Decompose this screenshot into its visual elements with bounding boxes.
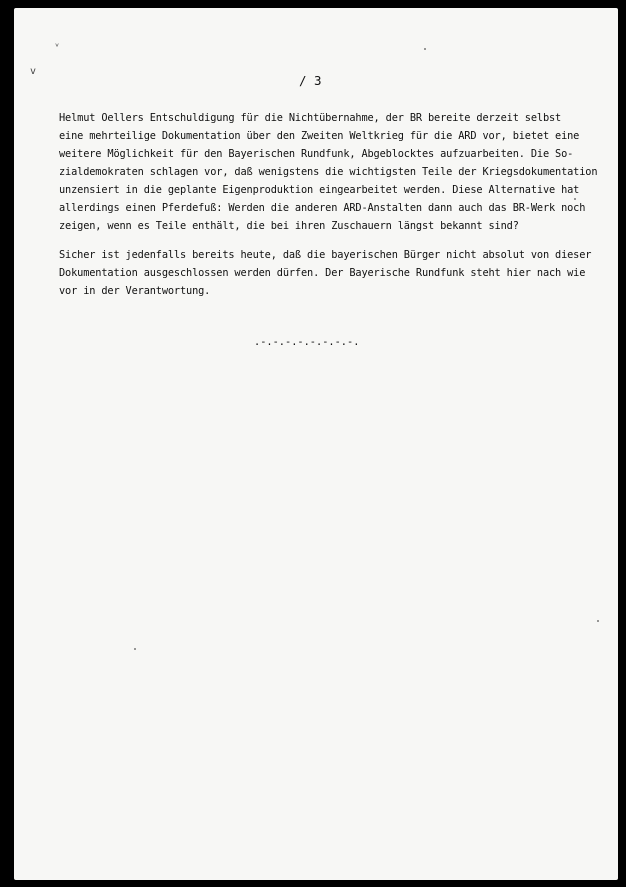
text-line: zialdemokraten schlagen vor, daß wenigstens die wichtigsten Teile der Kriegsdokumentation [59,166,598,178]
document-body [59,109,599,300]
text-line: Helmut Oellers Entschuldigung für die Nichtübernahme, der BR bereite derzeit selbst [59,112,562,124]
text-line: Sicher ist jedenfalls bereits heute, daß die bayerischen Bürger nicht absolut von dieser [59,249,592,261]
text-line: Dokumentation ausgeschlossen werden dürfen. Der Bayerische Rundfunk steht hier nach wie [59,267,586,279]
section-separator: .-.-.-.-.-.-.-.-. [254,336,360,348]
text-line: weitere Möglichkeit für den Bayerischen Rundfunk, Abgeblocktes aufzuarbeiten. Die So- [59,148,574,160]
text-line: zeigen, wenn es Teile enthält, die bei ihren Zuschauern längst bekannt sind? [59,220,519,232]
text-line: vor in der Verantwortung. [59,285,211,297]
scan-speck [424,48,426,50]
paragraph-spacing [59,235,599,246]
paragraph [59,109,599,235]
speck-mark: ᵛ [54,42,61,53]
text-line: unzensiert in die geplante Eigenproduktion eingearbeitet werden. Diese Alternative hat [59,184,580,196]
scan-speck [597,620,599,622]
text-line: eine mehrteilige Dokumentation über den Zweiten Weltkrieg für die ARD vor, bietet eine [59,130,580,142]
page-number: / 3 [299,73,322,88]
paragraph [59,246,599,300]
scan-speck [134,648,136,650]
text-line: allerdings einen Pferdefuß: Werden die anderen ARD-Anstalten dann auch das BR-Werk noch [59,202,586,214]
margin-mark: v [30,66,37,77]
